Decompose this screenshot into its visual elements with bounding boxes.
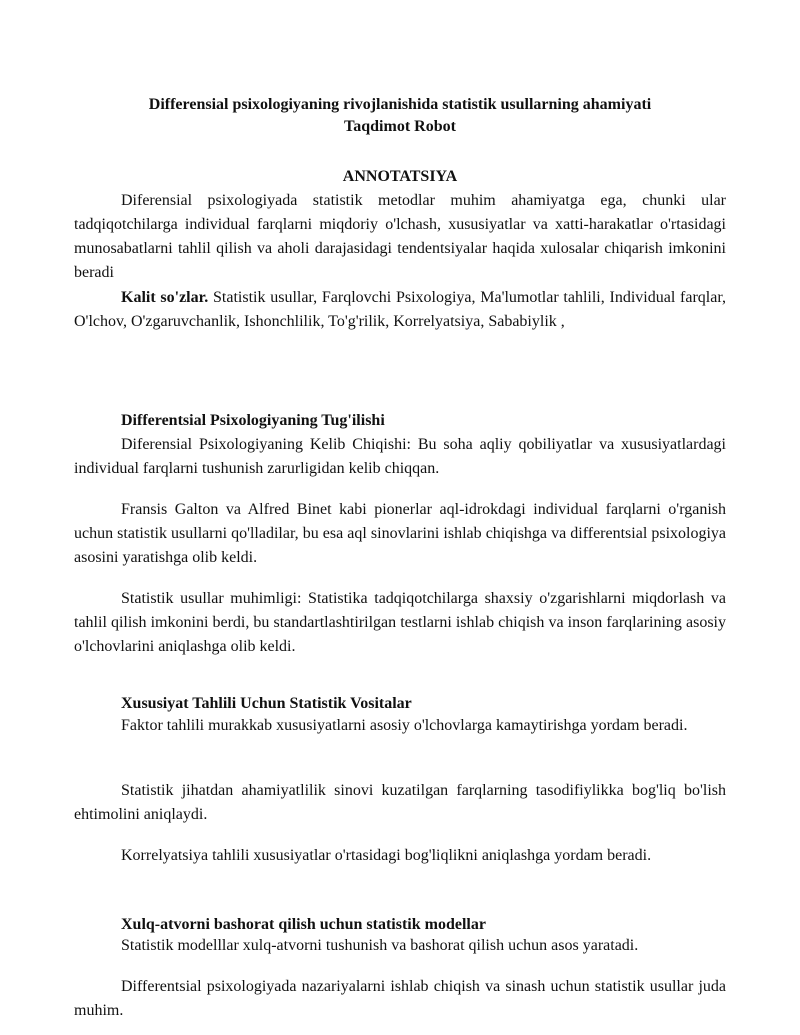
keywords-label: Kalit so'zlar. bbox=[121, 289, 209, 306]
document-title: Differensial psixologiyaning rivojlanishida statistik usullarning ahamiyati bbox=[148, 96, 652, 113]
document-author: Taqdimot Robot bbox=[344, 118, 456, 135]
section-paragraph: Statistik usullar muhimligi: Statistika tadqiqotchilarga shaxsiy o'zgarishlarni miqdorlash va tahlil qilish imkonini berdi, bu standartlashtirilgan testlarni ishlab chiqish va inson farqlarining asosiy o'lchovlarini aniqlashga olib keldi. bbox=[74, 590, 726, 655]
annotation-text: Diferensial psixologiyada statistik metodlar muhim ahamiyatga ega, chunki ular tadqiqotchilarga individual farqlarni miqdoriy o'lchash, xususiyatlar va xatti-harakatlar o'rtasidagi munosabatlarni tahlil qilish va aholi darajasidagi tendentsiyalar haqida xulosalar chiqarish imkonini beradi bbox=[74, 192, 726, 281]
section-heading: Differentsial Psixologiyaning Tug'ilishi bbox=[121, 412, 385, 429]
section-paragraph: Korrelyatsiya tahlili xususiyatlar o'rtasidagi bog'liqlikni aniqlashga yordam beradi. bbox=[121, 847, 652, 864]
section-paragraph: Statistik jihatdan ahamiyatlilik sinovi kuzatilgan farqlarning tasodifiylikka bog'liq bo'lish ehtimolini aniqlaydi. bbox=[74, 782, 726, 823]
section-heading: Xususiyat Tahlili Uchun Statistik Vositalar bbox=[121, 695, 412, 712]
keywords-list: Statistik usullar, Farqlovchi Psixologiya, Ma'lumotlar tahlili, Individual farqlar, O'lchov, O'zgaruvchanlik, Ishonchlilik, To'g'rilik, Korrelyatsiya, Sababiylik , bbox=[74, 289, 727, 330]
section-paragraph: Diferensial Psixologiyaning Kelib Chiqishi: Bu soha aqliy qobiliyatlar va xususiyatlardagi individual farqlarni tushunish zarurligidan kelib chiqqan. bbox=[74, 436, 726, 477]
section-paragraph: Differentsial psixologiyada nazariyalarni ishlab chiqish va sinash uchun statistik usullar juda muhim. bbox=[74, 978, 726, 1019]
section-paragraph: Statistik modelllar xulq-atvorni tushunish va bashorat qilish uchun asos yaratadi. bbox=[121, 937, 639, 954]
keywords-paragraph bbox=[74, 286, 726, 334]
section-paragraph: Faktor tahlili murakkab xususiyatlarni asosiy o'lchovlarga kamaytirishga yordam beradi. bbox=[121, 717, 688, 734]
annotation-heading: ANNOTATSIYA bbox=[342, 168, 458, 185]
section-paragraph: Fransis Galton va Alfred Binet kabi pionerlar aql-idrokdagi individual farqlarni o'rganish uchun statistik usullarni qo'lladilar, bu esa aql sinovlarini ishlab chiqishga va differentsial psixologiya asosini yaratishga olib keldi. bbox=[74, 501, 726, 566]
section-heading: Xulq-atvorni bashorat qilish uchun statistik modellar bbox=[121, 916, 486, 933]
